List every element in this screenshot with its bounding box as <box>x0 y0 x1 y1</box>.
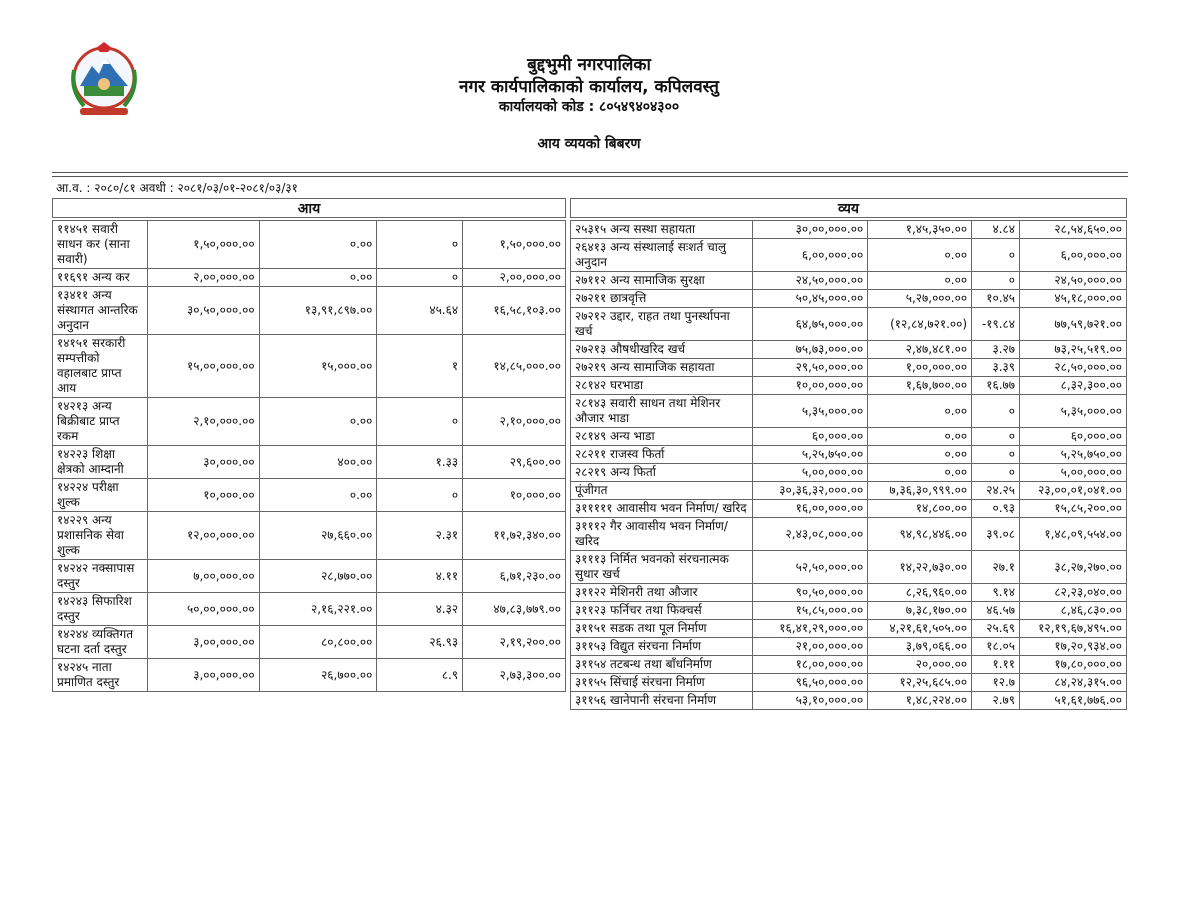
balance-cell: ८,३२,३००.०० <box>1020 377 1127 395</box>
balance-cell: २८,५०,०००.०० <box>1020 359 1127 377</box>
row-name: २७२१२ उद्दार, राहत तथा पुनर्स्थापना खर्च <box>571 308 753 341</box>
budget-cell: १,५०,०००.०० <box>147 221 259 269</box>
percent-cell: ९.१४ <box>972 584 1020 602</box>
actual-cell: ७,३६,३०,९९९.०० <box>868 482 972 500</box>
percent-cell: ० <box>377 269 463 287</box>
percent-cell: ०.९३ <box>972 500 1020 518</box>
budget-cell: ६,००,०००.०० <box>753 239 868 272</box>
income-heading: आय <box>52 198 566 218</box>
budget-cell: १६,००,०००.०० <box>753 500 868 518</box>
balance-cell: ५,३५,०००.०० <box>1020 395 1127 428</box>
actual-cell: १,४५,३५०.०० <box>868 221 972 239</box>
budget-cell: ३,००,०००.०० <box>147 659 259 692</box>
budget-cell: २,४३,०८,०००.०० <box>753 518 868 551</box>
percent-cell: १.३३ <box>377 446 463 479</box>
budget-cell: ५०,४५,०००.०० <box>753 290 868 308</box>
report-title: आय व्ययको बिबरण <box>537 136 641 152</box>
budget-cell: १८,००,०००.०० <box>753 656 868 674</box>
budget-cell: ७५,७३,०००.०० <box>753 341 868 359</box>
balance-cell: २,००,०००.०० <box>463 269 566 287</box>
budget-cell: ५,३५,०००.०० <box>753 395 868 428</box>
budget-cell: ५०,००,०००.०० <box>147 593 259 626</box>
percent-cell: ० <box>377 479 463 512</box>
actual-cell: ४००.०० <box>259 446 377 479</box>
actual-cell: ०.०० <box>868 239 972 272</box>
actual-cell: १५,०००.०० <box>259 335 377 398</box>
divider <box>52 176 1128 177</box>
actual-cell: ३,७९,०६६.०० <box>868 638 972 656</box>
actual-cell: ४,२१,६१,५०५.०० <box>868 620 972 638</box>
row-name: ३११२३ फर्निचर तथा फिक्चर्स <box>571 602 753 620</box>
row-name: २७११२ अन्य सामाजिक सुरक्षा <box>571 272 753 290</box>
budget-cell: १०,०००.०० <box>147 479 259 512</box>
balance-cell: २९,६००.०० <box>463 446 566 479</box>
percent-cell: ० <box>972 428 1020 446</box>
balance-cell: ५,००,०००.०० <box>1020 464 1127 482</box>
budget-cell: २९,५०,०००.०० <box>753 359 868 377</box>
row-name: १४२४४ व्यक्तिगत घटना दर्ता दस्तुर <box>53 626 148 659</box>
balance-cell: ८२,२३,०४०.०० <box>1020 584 1127 602</box>
row-name: ३१११३ निर्मित भवनको संरचनात्मक सुधार खर्च <box>571 551 753 584</box>
table-row <box>53 560 566 593</box>
balance-cell: १,५०,०००.०० <box>463 221 566 269</box>
table-row <box>571 584 1127 602</box>
municipality-name: बुद्दभुमी नगरपालिका <box>527 55 651 75</box>
balance-cell: १६,५८,१०३.०० <box>463 287 566 335</box>
actual-cell: २,४७,४८१.०० <box>868 341 972 359</box>
row-name: २७२११ छात्रवृत्ति <box>571 290 753 308</box>
budget-cell: १५,८५,०००.०० <box>753 602 868 620</box>
percent-cell: ३.२७ <box>972 341 1020 359</box>
balance-cell: ३८,२७,२७०.०० <box>1020 551 1127 584</box>
percent-cell: १०.४५ <box>972 290 1020 308</box>
row-name: २६४१३ अन्य संस्थालाई सःशर्त चालु अनुदान <box>571 239 753 272</box>
budget-cell: १२,००,०००.०० <box>147 512 259 560</box>
balance-cell: २४,५०,०००.०० <box>1020 272 1127 290</box>
row-name: २८२१९ अन्य फिर्ता <box>571 464 753 482</box>
table-row <box>53 512 566 560</box>
table-row <box>571 308 1127 341</box>
row-name: ३११२२ मेशिनरी तथा औजार <box>571 584 753 602</box>
budget-cell: ९६,५०,०००.०० <box>753 674 868 692</box>
percent-cell: -१९.८४ <box>972 308 1020 341</box>
actual-cell: १,००,०००.०० <box>868 359 972 377</box>
row-name: १४२४५ नाता प्रमाणित दस्तुर <box>53 659 148 692</box>
percent-cell: ० <box>972 239 1020 272</box>
balance-cell: ७७,५९,७२१.०० <box>1020 308 1127 341</box>
table-row <box>571 464 1127 482</box>
actual-cell: ८०,८००.०० <box>259 626 377 659</box>
actual-cell: १३,९१,८९७.०० <box>259 287 377 335</box>
table-row <box>53 335 566 398</box>
balance-cell: १,४८,०९,५५४.०० <box>1020 518 1127 551</box>
actual-cell: (१२,८४,७२१.००) <box>868 308 972 341</box>
budget-cell: ३०,५०,०००.०० <box>147 287 259 335</box>
balance-cell: ८,४६,८३०.०० <box>1020 602 1127 620</box>
actual-cell: २८,७७०.०० <box>259 560 377 593</box>
table-row <box>571 482 1127 500</box>
table-row <box>571 395 1127 428</box>
income-table <box>52 220 566 692</box>
row-name: पूंजीगत <box>571 482 753 500</box>
actual-cell: ०.०० <box>868 395 972 428</box>
budget-cell: ७,००,०००.०० <box>147 560 259 593</box>
percent-cell: ० <box>972 464 1020 482</box>
budget-cell: ३०,३६,३२,०००.०० <box>753 482 868 500</box>
row-name: १४२४२ नक्सापास दस्तुर <box>53 560 148 593</box>
balance-cell: ८४,२४,३१५.०० <box>1020 674 1127 692</box>
table-row <box>571 446 1127 464</box>
row-name: ३११५४ तटबन्ध तथा बाँधनिर्माण <box>571 656 753 674</box>
balance-cell: १७,८०,०००.०० <box>1020 656 1127 674</box>
balance-cell: ५१,६१,७७६.०० <box>1020 692 1127 710</box>
office-name: नगर कार्यपालिकाको कार्यालय, कपिलवस्तु <box>459 77 719 97</box>
table-row <box>571 272 1127 290</box>
office-code: कार्यालयको कोड : ८०५४९४०४३०० <box>498 99 680 115</box>
table-row <box>571 638 1127 656</box>
row-name: ३११५१ सडक तथा पूल निर्माण <box>571 620 753 638</box>
row-name: ११६९१ अन्य कर <box>53 269 148 287</box>
table-row <box>53 269 566 287</box>
actual-cell: २०,०००.०० <box>868 656 972 674</box>
row-name: १४२१३ अन्य बिक्रीबाट प्राप्त रकम <box>53 398 148 446</box>
budget-cell: ५,००,०००.०० <box>753 464 868 482</box>
actual-cell: १,६७,७००.०० <box>868 377 972 395</box>
balance-cell: ११,७२,३४०.०० <box>463 512 566 560</box>
actual-cell: २,१६,२२१.०० <box>259 593 377 626</box>
percent-cell: २६.९३ <box>377 626 463 659</box>
budget-cell: १६,४१,२९,०००.०० <box>753 620 868 638</box>
balance-cell: १४,८५,०००.०० <box>463 335 566 398</box>
table-row <box>53 446 566 479</box>
row-name: ३१११११ आवासीय भवन निर्माण/ खरिद <box>571 500 753 518</box>
percent-cell: ४६.५७ <box>972 602 1020 620</box>
actual-cell: १४,८००.०० <box>868 500 972 518</box>
divider <box>52 172 1128 173</box>
budget-cell: २,००,०००.०० <box>147 269 259 287</box>
row-name: ३११५६ खानेपानी संरचना निर्माण <box>571 692 753 710</box>
actual-cell: ७,३८,१७०.०० <box>868 602 972 620</box>
balance-cell: १५,८५,२००.०० <box>1020 500 1127 518</box>
fiscal-period: आ.व. : २०८०/८१ अवधी : २०८१/०३/०१-२०८१/०३/३१ <box>56 181 298 195</box>
table-row <box>53 479 566 512</box>
actual-cell: ०.०० <box>259 221 377 269</box>
row-name: २८२११ राजस्व फिर्ता <box>571 446 753 464</box>
actual-cell: ०.०० <box>868 446 972 464</box>
budget-cell: ९०,५०,०००.०० <box>753 584 868 602</box>
budget-cell: १०,००,०००.०० <box>753 377 868 395</box>
row-name: ३१११२ गैर आवासीय भवन निर्माण/ खरिद <box>571 518 753 551</box>
balance-cell: ६,००,०००.०० <box>1020 239 1127 272</box>
actual-cell: १२,२५,६८५.०० <box>868 674 972 692</box>
percent-cell: २५.६९ <box>972 620 1020 638</box>
table-row <box>571 656 1127 674</box>
percent-cell: ० <box>972 395 1020 428</box>
balance-cell: २८,५४,६५०.०० <box>1020 221 1127 239</box>
budget-cell: ५३,१०,०००.०० <box>753 692 868 710</box>
percent-cell: ० <box>972 272 1020 290</box>
balance-cell: २,१९,२००.०० <box>463 626 566 659</box>
expense-heading: व्यय <box>570 198 1127 218</box>
percent-cell: २.७९ <box>972 692 1020 710</box>
actual-cell: १४,२२,७३०.०० <box>868 551 972 584</box>
actual-cell: ०.०० <box>868 272 972 290</box>
row-name: २७२१९ अन्य सामाजिक सहायता <box>571 359 753 377</box>
row-name: १४२२३ शिक्षा क्षेत्रको आम्दानी <box>53 446 148 479</box>
expense-table <box>570 220 1127 710</box>
table-row <box>571 500 1127 518</box>
balance-cell: ६,७१,२३०.०० <box>463 560 566 593</box>
table-row <box>571 290 1127 308</box>
balance-cell: १०,०००.०० <box>463 479 566 512</box>
row-name: ३११५३ विद्युत संरचना निर्माण <box>571 638 753 656</box>
percent-cell: ३९.०८ <box>972 518 1020 551</box>
budget-cell: २४,५०,०००.०० <box>753 272 868 290</box>
percent-cell: ४.३२ <box>377 593 463 626</box>
percent-cell: १२.७ <box>972 674 1020 692</box>
row-name: १३४११ अन्य संस्थागत आन्तरिक अनुदान <box>53 287 148 335</box>
actual-cell: २६,७००.०० <box>259 659 377 692</box>
actual-cell: १,४८,२२४.०० <box>868 692 972 710</box>
percent-cell: ४.८४ <box>972 221 1020 239</box>
balance-cell: २,१०,०००.०० <box>463 398 566 446</box>
table-row <box>571 674 1127 692</box>
budget-cell: ३०,००,०००.०० <box>753 221 868 239</box>
table-row <box>571 359 1127 377</box>
percent-cell: ४५.६४ <box>377 287 463 335</box>
row-name: ११४५१ सवारी साधन कर (साना सवारी) <box>53 221 148 269</box>
budget-cell: ५२,५०,०००.०० <box>753 551 868 584</box>
table-row <box>53 626 566 659</box>
actual-cell: ९४,९८,४४६.०० <box>868 518 972 551</box>
percent-cell: २.३१ <box>377 512 463 560</box>
balance-cell: ५,२५,७५०.०० <box>1020 446 1127 464</box>
table-row <box>571 377 1127 395</box>
table-row <box>571 620 1127 638</box>
percent-cell: १६.७७ <box>972 377 1020 395</box>
table-row <box>53 398 566 446</box>
percent-cell: ४.११ <box>377 560 463 593</box>
percent-cell: ० <box>377 221 463 269</box>
table-row <box>571 341 1127 359</box>
actual-cell: ८,२६,९६०.०० <box>868 584 972 602</box>
actual-cell: ५,२७,०००.०० <box>868 290 972 308</box>
balance-cell: २३,००,०१,०४१.०० <box>1020 482 1127 500</box>
budget-cell: ६०,०००.०० <box>753 428 868 446</box>
actual-cell: ०.०० <box>259 479 377 512</box>
table-row <box>571 551 1127 584</box>
table-row <box>571 221 1127 239</box>
budget-cell: २१,००,०००.०० <box>753 638 868 656</box>
balance-cell: ४५,१८,०००.०० <box>1020 290 1127 308</box>
table-row <box>571 692 1127 710</box>
table-row <box>571 428 1127 446</box>
budget-cell: ६४,७५,०००.०० <box>753 308 868 341</box>
table-row <box>53 593 566 626</box>
row-name: १४२२४ परीक्षा शुल्क <box>53 479 148 512</box>
actual-cell: ०.०० <box>259 398 377 446</box>
percent-cell: १८.०५ <box>972 638 1020 656</box>
balance-cell: १७,२०,९३४.०० <box>1020 638 1127 656</box>
balance-cell: ६०,०००.०० <box>1020 428 1127 446</box>
percent-cell: ० <box>972 446 1020 464</box>
actual-cell: २७,६६०.०० <box>259 512 377 560</box>
budget-cell: २,१०,०००.०० <box>147 398 259 446</box>
percent-cell: ० <box>377 398 463 446</box>
row-name: २५३१५ अन्य सस्था सहायता <box>571 221 753 239</box>
row-name: २७२१३ औषधीखरिद खर्च <box>571 341 753 359</box>
row-name: १४१५१ सरकारी सम्पत्तीको वहालबाट प्राप्त आय <box>53 335 148 398</box>
budget-cell: ३,००,०००.०० <box>147 626 259 659</box>
budget-cell: ५,२५,७५०.०० <box>753 446 868 464</box>
budget-cell: १५,००,०००.०० <box>147 335 259 398</box>
percent-cell: १ <box>377 335 463 398</box>
table-row <box>53 287 566 335</box>
balance-cell: ४७,८३,७७९.०० <box>463 593 566 626</box>
percent-cell: २७.१ <box>972 551 1020 584</box>
balance-cell: ७३,२५,५१९.०० <box>1020 341 1127 359</box>
table-row <box>571 518 1127 551</box>
table-row <box>571 602 1127 620</box>
balance-cell: १२,१९,६७,४९५.०० <box>1020 620 1127 638</box>
row-name: २८१४९ अन्य भाडा <box>571 428 753 446</box>
percent-cell: २४.२५ <box>972 482 1020 500</box>
actual-cell: ०.०० <box>868 464 972 482</box>
row-name: २८१४३ सवारी साधन तथा मेशिनर औजार भाडा <box>571 395 753 428</box>
table-row <box>53 659 566 692</box>
budget-cell: ३०,०००.०० <box>147 446 259 479</box>
percent-cell: ८.९ <box>377 659 463 692</box>
actual-cell: ०.०० <box>259 269 377 287</box>
balance-cell: २,७३,३००.०० <box>463 659 566 692</box>
row-name: २८१४२ घरभाडा <box>571 377 753 395</box>
table-row <box>571 239 1127 272</box>
percent-cell: ३.३९ <box>972 359 1020 377</box>
row-name: १४२२९ अन्य प्रशासनिक सेवा शुल्क <box>53 512 148 560</box>
row-name: १४२४३ सिफारिश दस्तुर <box>53 593 148 626</box>
table-row <box>53 221 566 269</box>
actual-cell: ०.०० <box>868 428 972 446</box>
percent-cell: १.११ <box>972 656 1020 674</box>
row-name: ३११५५ सिंचाई संरचना निर्माण <box>571 674 753 692</box>
